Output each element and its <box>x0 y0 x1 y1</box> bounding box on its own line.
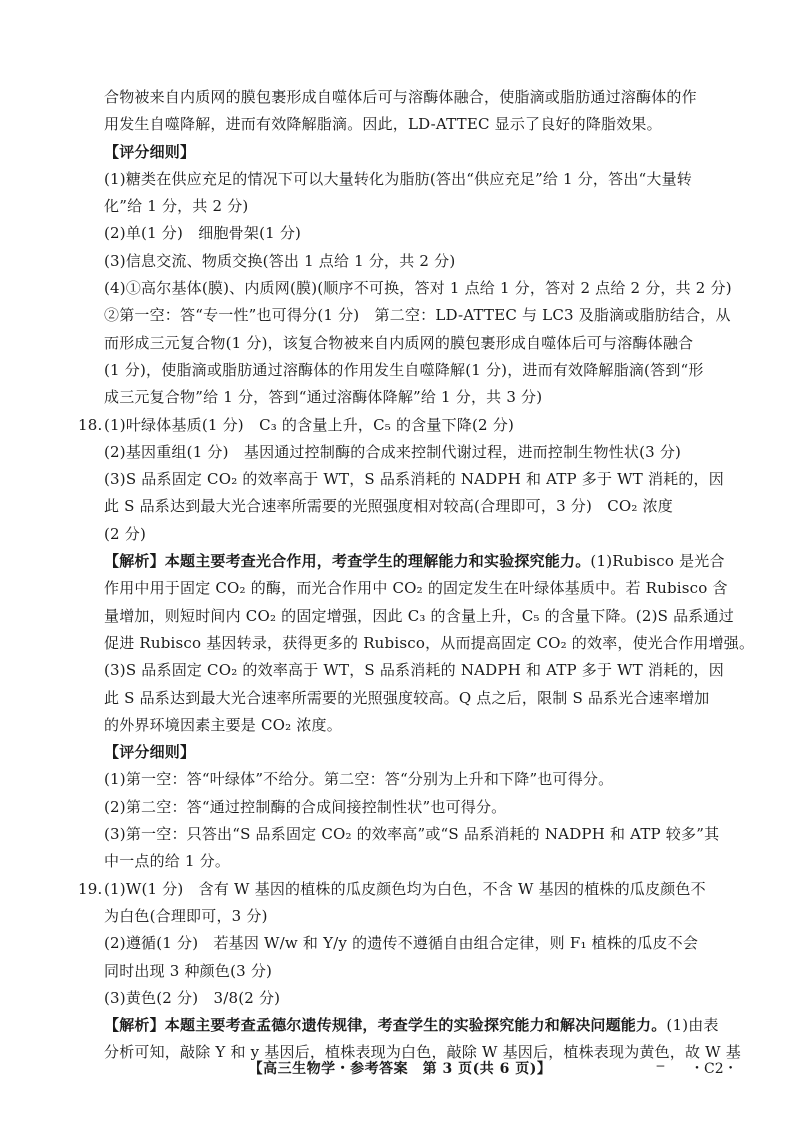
analysis-text: (1)Rubisco 是光合 <box>590 552 725 571</box>
text-line: 化”给 1 分，共 2 分) <box>104 197 249 216</box>
text-line: 此 S 品系达到最大光合速率所需要的光照强度相对较高(合理即可，3 分) CO₂ 浓度 <box>104 497 673 516</box>
text-line: (2)单(1 分) 细胞骨架(1 分) <box>104 224 302 243</box>
analysis-line <box>104 1012 740 1039</box>
section-heading-scoring: 【评分细则】 <box>104 142 196 161</box>
text-line: 同时出现 3 种颜色(3 分) <box>104 961 273 980</box>
text-line: (1 分)，使脂滴或脂肪通过溶酶体的作用发生自噬降解(1 分)，进而有效降解脂滴(答到“形 <box>104 360 704 379</box>
analysis-heading: 【解析】本题主要考查孟德尔遗传规律，考查学生的实验探究能力和解决问题能力。 <box>104 1016 667 1035</box>
text-line: 成三元复合物”给 1 分，答到“通过溶酶体降解”给 1 分，共 3 分) <box>104 388 543 407</box>
text-line: 中一点的给 1 分。 <box>104 852 231 871</box>
analysis-text: (1)由表 <box>666 1016 719 1035</box>
text-line: ②第一空：答“专一性”也可得分(1 分) 第二空：LD-ATTEC 与 LC3 及脂滴或脂肪结合，从 <box>104 306 731 325</box>
analysis-heading: 【解析】本题主要考查光合作用，考查学生的理解能力和实验探究能力。 <box>104 552 591 571</box>
text-line: (2)第二空：答“通过控制酶的合成间接控制性状”也可得分。 <box>104 797 507 816</box>
analysis-line <box>104 548 740 575</box>
text-line: 促进 Rubisco 基因转录，获得更多的 Rubisco，从而提高固定 CO₂ 的效率，使光合作用增强。 <box>104 633 755 652</box>
text-line: 分析可知，敲除 Y 和 y 基因后，植株表现为白色，敲除 W 基因后，植株表现为黄色，故 W 基 <box>104 1043 741 1062</box>
question-18-line <box>78 412 740 439</box>
text-line: (1)糖类在供应充足的情况下可以大量转化为脂肪(答出“供应充足”给 1 分，答出“大量转 <box>104 169 692 188</box>
text-line: 用发生自噬降解，进而有效降解脂滴。因此，LD-ATTEC 显示了良好的降脂效果。 <box>104 115 662 134</box>
text-line: 作用中用于固定 CO₂ 的酶，而光合作用中 CO₂ 的固定发生在叶绿体基质中。若 Rubisco 含 <box>104 579 728 598</box>
text-line: 而形成三元复合物(1 分)，该复合物被来自内质网的膜包裹形成自噬体后可与溶酶体融合 <box>104 333 694 352</box>
question-19-line <box>78 876 740 903</box>
text-line: 的外界环境因素主要是 CO₂ 浓度。 <box>104 715 342 734</box>
paper-code: ・C2・ <box>690 1061 738 1077</box>
text-line: (3)S 品系固定 CO₂ 的效率高于 WT，S 品系消耗的 NADPH 和 ATP 多于 WT 消耗的，因 <box>104 661 724 680</box>
question-number-18: 18. <box>78 415 103 434</box>
text-line: (3)信息交流、物质交换(答出 1 点给 1 分，共 2 分) <box>104 251 456 270</box>
text-line: (4)①高尔基体(膜)、内质网(膜)(顺序不可换，答对 1 点给 1 分，答对 2 点给 2 分，共 2 分) <box>104 279 732 298</box>
text-line: (2 分) <box>104 524 147 543</box>
footer-mark: ‒ <box>656 1058 665 1074</box>
answer-text: (1)叶绿体基质(1 分) C₃ 的含量上升，C₅ 的含量下降(2 分) <box>104 415 514 434</box>
text-line: 此 S 品系达到最大光合速率所需要的光照强度较高。Q 点之后，限制 S 品系光合速率增加 <box>104 688 710 707</box>
page-footer: 【高三生物学・参考答案 第 3 页(共 6 页)】 <box>248 1061 552 1077</box>
text-line: (1)第一空：答“叶绿体”不给分。第二空：答“分别为上升和下降”也可得分。 <box>104 770 614 789</box>
text-line: 量增加，则短时间内 CO₂ 的固定增强，因此 C₃ 的含量上升，C₅ 的含量下降。(2)S 品系通过 <box>104 606 734 625</box>
question-number-19: 19. <box>78 879 103 898</box>
text-line: (3)S 品系固定 CO₂ 的效率高于 WT，S 品系消耗的 NADPH 和 ATP 多于 WT 消耗的，因 <box>104 470 724 489</box>
section-heading-scoring: 【评分细则】 <box>104 743 196 762</box>
text-line: 为白色(合理即可，3 分) <box>104 906 268 925</box>
text-line: (3)黄色(2 分) 3/8(2 分) <box>104 988 281 1007</box>
text-line: 合物被来自内质网的膜包裹形成自噬体后可与溶酶体融合，使脂滴或脂肪通过溶酶体的作 <box>104 88 697 106</box>
text-line: (3)第一空：只答出“S 品系固定 CO₂ 的效率高”或“S 品系消耗的 NADPH 和 ATP 较多”其 <box>104 825 720 844</box>
answer-text: (1)W(1 分) 含有 W 基因的植株的瓜皮颜色均为白色，不含 W 基因的植株的瓜皮颜色不 <box>104 879 706 898</box>
text-line: (2)遵循(1 分) 若基因 W/w 和 Y/y 的遗传不遵循自由组合定律，则 F₁ 植株的瓜皮不会 <box>104 934 699 953</box>
text-line: (2)基因重组(1 分) 基因通过控制酶的合成来控制代谢过程，进而控制生物性状(3 分) <box>104 442 682 461</box>
